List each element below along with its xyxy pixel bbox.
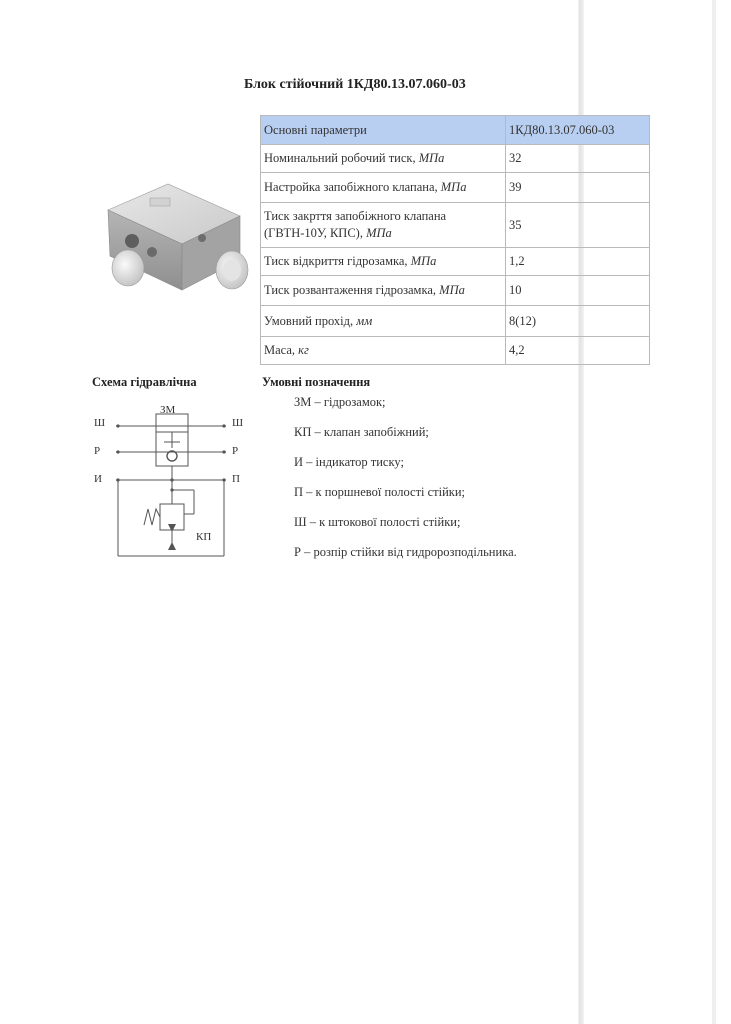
parameters-table [260,115,650,365]
param-value: 8(12) [506,306,650,337]
label-sh-right: Ш [232,417,244,429]
label-zm: ЗМ [160,404,176,416]
label-p: П [232,473,240,485]
table-row [261,173,650,203]
table-row [261,248,650,276]
legend-item: ЗМ – гідрозамок; [294,395,386,409]
legend-item: Ш – к штокової полості стійки; [294,515,461,529]
hydraulic-scheme [84,404,254,564]
scan-edge-shadow-far [712,0,716,1024]
label-r-right: Р [232,445,239,457]
param-name: Умовний прохід, мм [261,306,506,337]
valve-block-photo [90,178,250,303]
legend-title: Умовні позначення [262,375,371,389]
param-name: Маса, кг [261,337,506,365]
label-kp: КП [196,531,212,543]
param-name: Номинальний робочий тиск, МПа [261,145,506,173]
param-value: 1,2 [506,248,650,276]
legend-list [294,395,517,575]
label-i: И [94,473,102,485]
param-name: Тиск відкриття гідрозамка, МПа [261,248,506,276]
scheme-title: Схема гідравлічна [92,375,197,389]
legend-item: И – індикатор тиску; [294,455,404,469]
table-row [261,337,650,365]
table-header-row [261,116,650,145]
label-r-left: Р [94,445,101,457]
page-title: Блок стійочний 1КД80.13.07.060-03 [244,77,466,92]
legend-item: КП – клапан запобіжний; [294,425,429,439]
table-row [261,306,650,337]
table-row [261,276,650,306]
legend-item: Р – розпір стійки від гидророзподільника. [294,545,517,559]
param-value: 10 [506,276,650,306]
table-row [261,203,650,248]
param-name: Тиск розвантаження гідрозамка, МПа [261,276,506,306]
param-name: Настройка запобіжного клапана, МПа [261,173,506,203]
param-value: 35 [506,203,650,248]
legend-item: П – к поршневої полості стійки; [294,485,466,499]
param-value: 39 [506,173,650,203]
param-value: 4,2 [506,337,650,365]
label-sh-left: Ш [94,417,106,429]
header-value-cell: 1КД80.13.07.060-03 [506,116,650,145]
param-name: Тиск закрття запобіжного клапана (ГВТН-10У, КПС), МПа [261,203,506,248]
table-row [261,145,650,173]
header-name-cell: Основні параметри [261,116,506,145]
param-value: 32 [506,145,650,173]
